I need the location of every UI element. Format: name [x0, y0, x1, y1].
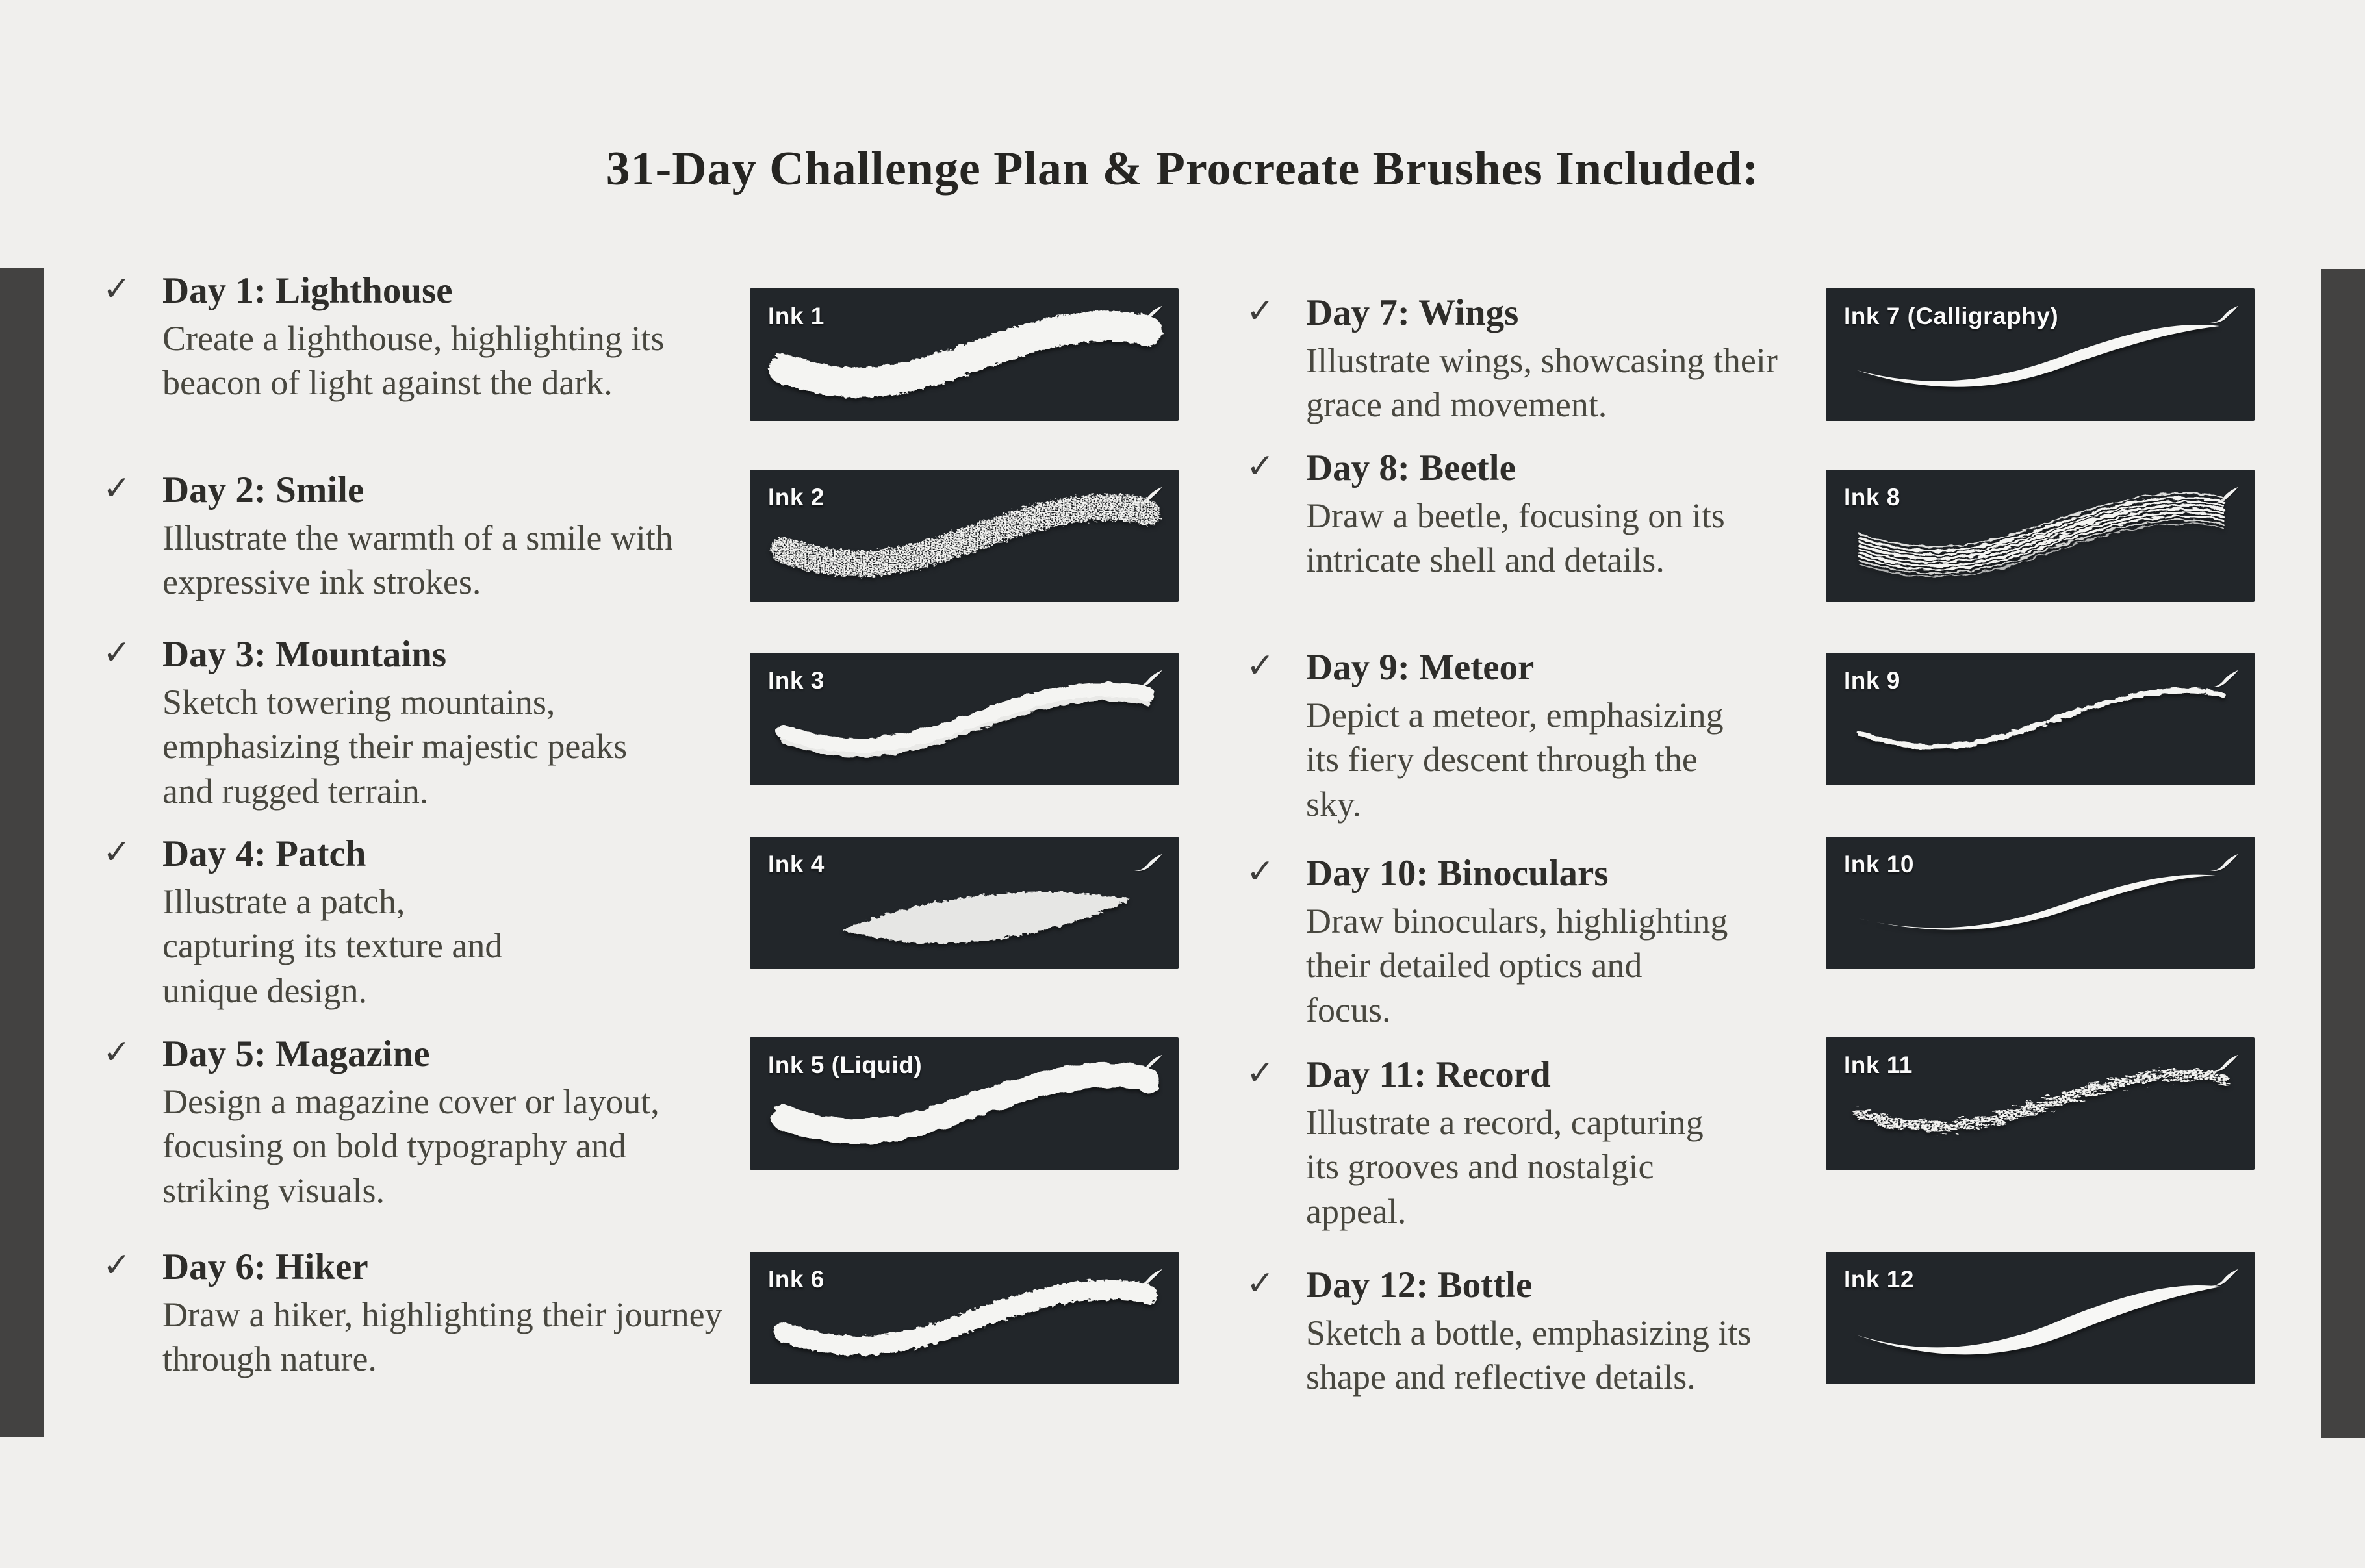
brush-stroke-preview	[1826, 1037, 2255, 1170]
brush-stroke-preview	[750, 470, 1179, 602]
day-item-5	[103, 1033, 715, 1213]
brush-stroke-preview	[1826, 837, 2255, 969]
brush-card-ink-6	[750, 1252, 1179, 1384]
checkmark-icon: ✓	[1246, 1054, 1275, 1093]
day-title: Day 2: Smile	[162, 470, 364, 511]
brush-card-ink-8	[1826, 470, 2255, 602]
brush-label: Ink 10	[1844, 851, 1914, 878]
brush-card-ink-4	[750, 837, 1179, 969]
day-title: Day 7: Wings	[1306, 292, 1519, 333]
brush-stroke-preview	[750, 288, 1179, 421]
day-item-2	[103, 469, 734, 605]
checkmark-icon: ✓	[1246, 292, 1275, 331]
day-description: Create a lighthouse, highlighting its beacon of light against the dark.	[162, 318, 665, 403]
day-title: Day 1: Lighthouse	[162, 270, 453, 311]
brush-label: Ink 7 (Calligraphy)	[1844, 303, 2059, 329]
brush-label: Ink 8	[1844, 484, 1900, 511]
checkmark-icon: ✓	[103, 1033, 131, 1072]
brush-card-ink-9	[1826, 653, 2255, 785]
brush-stroke-preview	[750, 837, 1179, 969]
checkmark-icon: ✓	[1246, 852, 1275, 891]
checkmark-icon: ✓	[103, 833, 131, 872]
day-description: Illustrate the warmth of a smile with expressive ink strokes.	[162, 518, 673, 602]
day-item-3	[103, 633, 682, 813]
day-description: Sketch a bottle, emphasizing its shape and reflective details.	[1306, 1313, 1752, 1397]
brush-card-ink-2	[750, 470, 1179, 602]
page-title: 31-Day Challenge Plan & Procreate Brushes Included:	[606, 142, 1759, 196]
day-title: Day 12: Bottle	[1306, 1265, 1533, 1306]
brush-stroke-preview	[1826, 288, 2255, 421]
brush-stroke-preview	[750, 653, 1179, 785]
brush-label: Ink 11	[1844, 1052, 1913, 1078]
brush-card-ink-12	[1826, 1252, 2255, 1384]
brush-label: Ink 5 (Liquid)	[768, 1052, 923, 1078]
brush-stroke-preview	[750, 1037, 1179, 1170]
brush-label: Ink 1	[768, 303, 825, 329]
checkmark-icon: ✓	[103, 270, 131, 309]
checkmark-icon: ✓	[1246, 1264, 1275, 1303]
day-item-1	[103, 270, 702, 405]
checkmark-icon: ✓	[1246, 646, 1275, 685]
day-description: Illustrate wings, showcasing their grace and movement.	[1306, 340, 1778, 425]
day-item-10	[1246, 852, 1735, 1032]
day-description: Illustrate a patch, capturing its texture and unique design.	[162, 881, 503, 1010]
checkmark-icon: ✓	[103, 469, 131, 508]
brush-card-ink-10	[1826, 837, 2255, 969]
day-title: Day 8: Beetle	[1306, 448, 1516, 488]
brush-label: Ink 4	[768, 851, 825, 878]
brush-card-ink-5	[750, 1037, 1179, 1170]
checkmark-icon: ✓	[1246, 447, 1275, 486]
day-item-7	[1246, 292, 1800, 427]
day-item-6	[103, 1246, 734, 1382]
checkmark-icon: ✓	[103, 633, 131, 672]
brush-label: Ink 12	[1844, 1266, 1914, 1293]
brush-label: Ink 9	[1844, 667, 1900, 694]
brush-label: Ink 6	[768, 1266, 825, 1293]
day-item-12	[1246, 1264, 1800, 1400]
day-item-4	[103, 833, 539, 1013]
day-description: Draw a hiker, highlighting their journey through nature.	[162, 1295, 722, 1379]
brush-stroke-preview	[1826, 1252, 2255, 1384]
brush-label: Ink 3	[768, 667, 825, 694]
brush-stroke-preview	[1826, 470, 2255, 602]
brush-card-ink-1	[750, 288, 1179, 421]
day-item-9	[1246, 646, 1761, 826]
brush-card-ink-7	[1826, 288, 2255, 421]
day-description: Depict a meteor, emphasizing its fiery descent through the sky.	[1306, 695, 1724, 824]
brush-card-ink-3	[750, 653, 1179, 785]
day-description: Design a magazine cover or layout, focusing on bold typography and striking visuals.	[162, 1081, 659, 1210]
right-slide-edge	[2321, 269, 2365, 1438]
brush-stroke-preview	[750, 1252, 1179, 1384]
day-title: Day 3: Mountains	[162, 634, 447, 675]
day-title: Day 9: Meteor	[1306, 647, 1535, 688]
day-description: Draw a beetle, focusing on its intricate shell and details.	[1306, 496, 1725, 580]
brush-label: Ink 2	[768, 484, 825, 511]
day-description: Draw binoculars, highlighting their detailed optics and focus.	[1306, 901, 1728, 1030]
day-title: Day 5: Magazine	[162, 1033, 430, 1074]
day-title: Day 6: Hiker	[162, 1246, 368, 1287]
brush-card-ink-11	[1826, 1037, 2255, 1170]
checkmark-icon: ✓	[103, 1246, 131, 1285]
brush-stroke-preview	[1826, 653, 2255, 785]
day-description: Illustrate a record, capturing its grooves and nostalgic appeal.	[1306, 1102, 1704, 1231]
day-description: Sketch towering mountains, emphasizing their majestic peaks and rugged terrain.	[162, 682, 628, 811]
day-item-11	[1246, 1054, 1722, 1233]
left-slide-edge	[0, 268, 44, 1437]
day-title: Day 4: Patch	[162, 833, 366, 874]
day-title: Day 10: Binoculars	[1306, 853, 1609, 894]
day-item-8	[1246, 447, 1748, 583]
day-title: Day 11: Record	[1306, 1054, 1551, 1095]
